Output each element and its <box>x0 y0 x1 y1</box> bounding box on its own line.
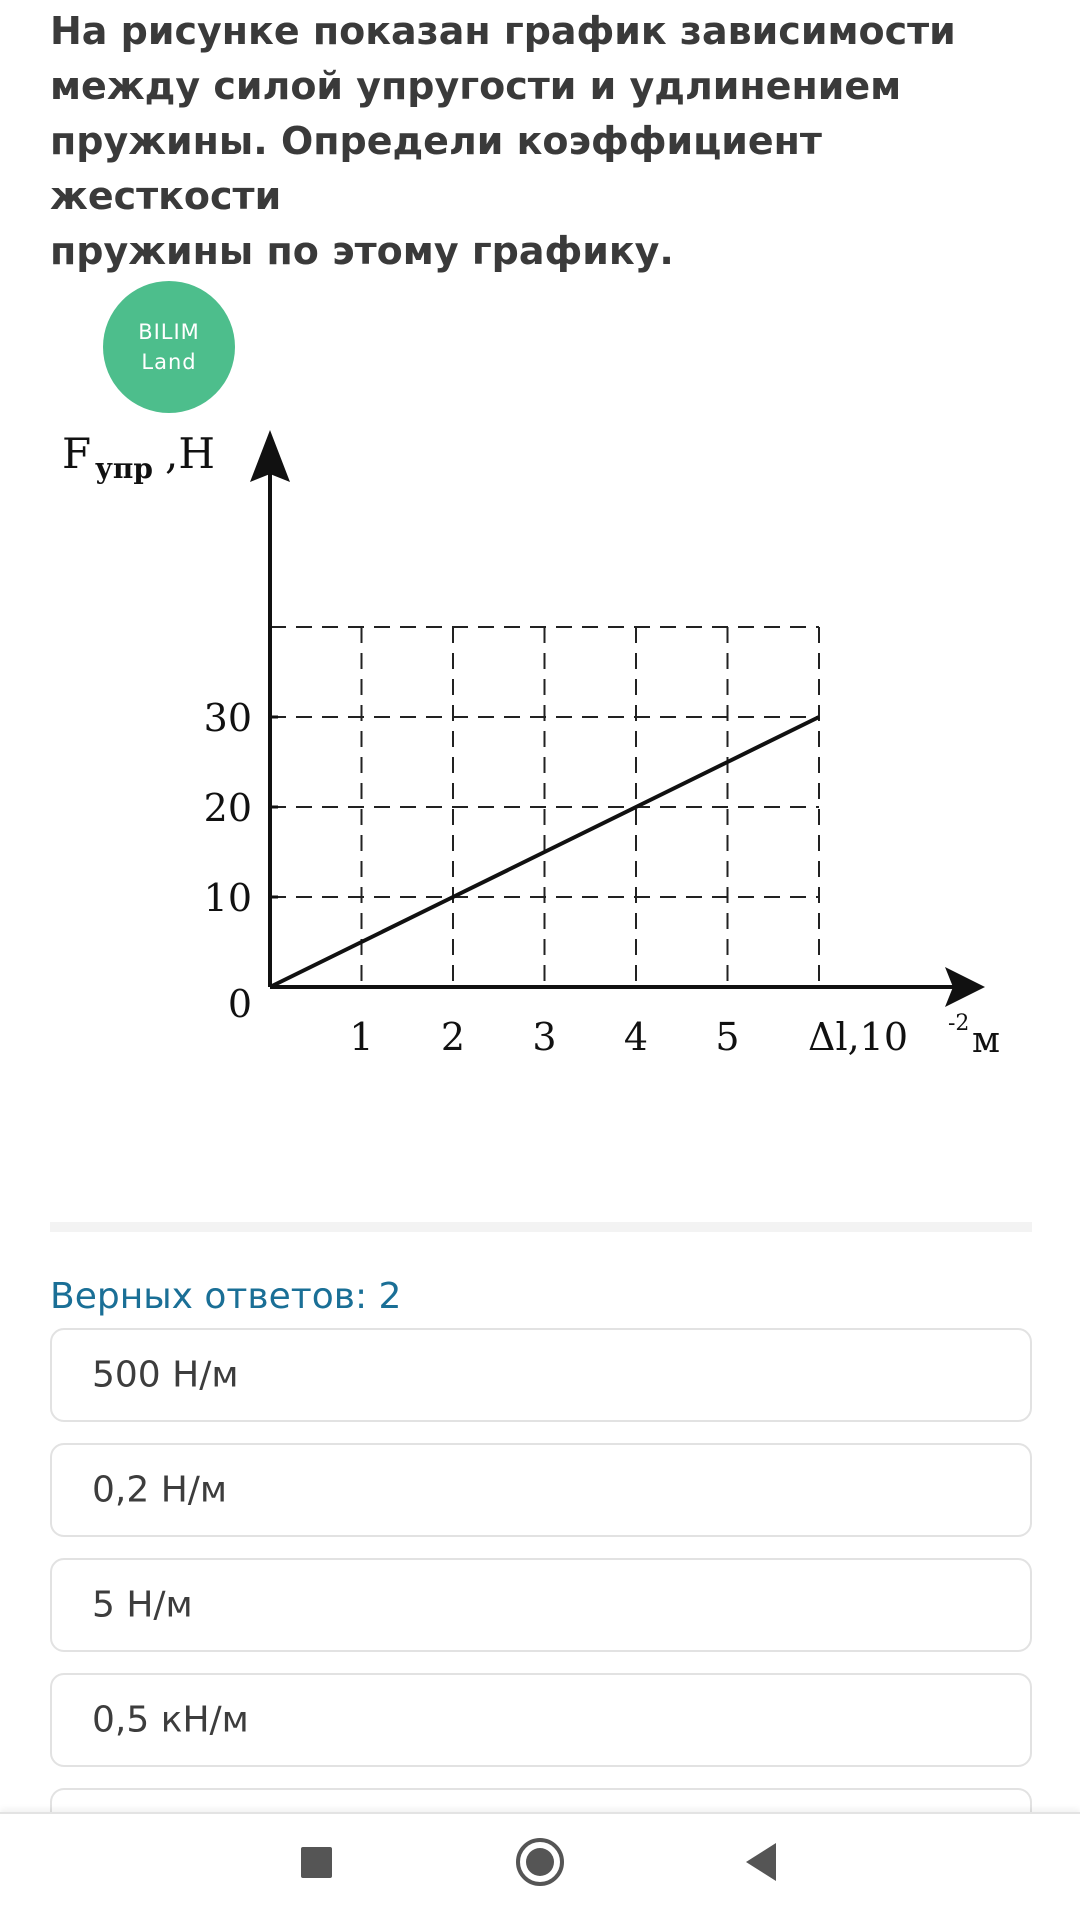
question-line: пружины. Определи коэффициент жесткости <box>50 119 822 218</box>
question-line: На рисунке показан график зависимости <box>50 9 956 53</box>
answer-option-label: 500 Н/м <box>92 1354 239 1396</box>
force-elongation-chart <box>0 420 1080 1080</box>
question-text <box>50 4 1040 279</box>
divider <box>50 1222 1032 1232</box>
y-tick-label: 0 <box>227 982 252 1026</box>
question-line: пружины по этому графику. <box>50 229 674 273</box>
recent-apps-button[interactable] <box>286 1832 346 1892</box>
logo-line-2: Land <box>141 350 197 374</box>
answer-option[interactable] <box>50 1328 1032 1422</box>
x-tick-label: 3 <box>532 1015 557 1059</box>
x-tick-label: 4 <box>623 1015 649 1059</box>
answer-option-label: 0,2 Н/м <box>92 1469 228 1511</box>
correct-answers-count: Верных ответов: 2 <box>50 1276 402 1317</box>
home-button[interactable] <box>510 1832 570 1892</box>
bilimland-logo <box>103 281 235 413</box>
circle-home-icon <box>510 1832 570 1892</box>
answer-option[interactable] <box>50 1443 1032 1537</box>
y-axis-label-subscript: упр <box>95 452 153 485</box>
answer-option-label: 0,5 кН/м <box>92 1699 249 1741</box>
x-axis-label: Δl,10 <box>808 1015 909 1059</box>
android-nav-bar <box>0 1812 1080 1910</box>
question-line: между силой упругости и удлинением <box>50 64 902 108</box>
y-tick-label: 10 <box>203 876 252 920</box>
y-axis-label-unit: ,Н <box>165 429 215 478</box>
answer-option-label: 5 Н/м <box>92 1584 193 1626</box>
x-tick-label: 1 <box>349 1015 374 1059</box>
x-axis-label-unit: м <box>972 1020 1001 1061</box>
answer-option[interactable] <box>50 1558 1032 1652</box>
back-triangle-icon <box>734 1832 794 1892</box>
square-icon <box>286 1832 346 1892</box>
y-tick-label: 20 <box>203 786 252 830</box>
answer-option[interactable] <box>50 1673 1032 1767</box>
back-button[interactable] <box>734 1832 794 1892</box>
x-tick-label: 2 <box>440 1015 466 1059</box>
y-tick-label: 30 <box>203 696 252 740</box>
x-axis-label-exponent: -2 <box>948 1011 970 1036</box>
y-axis-label: F <box>62 429 92 478</box>
logo-line-1: BILIM <box>138 320 200 344</box>
x-tick-label: 5 <box>715 1015 740 1059</box>
answer-options <box>50 1328 1032 1838</box>
